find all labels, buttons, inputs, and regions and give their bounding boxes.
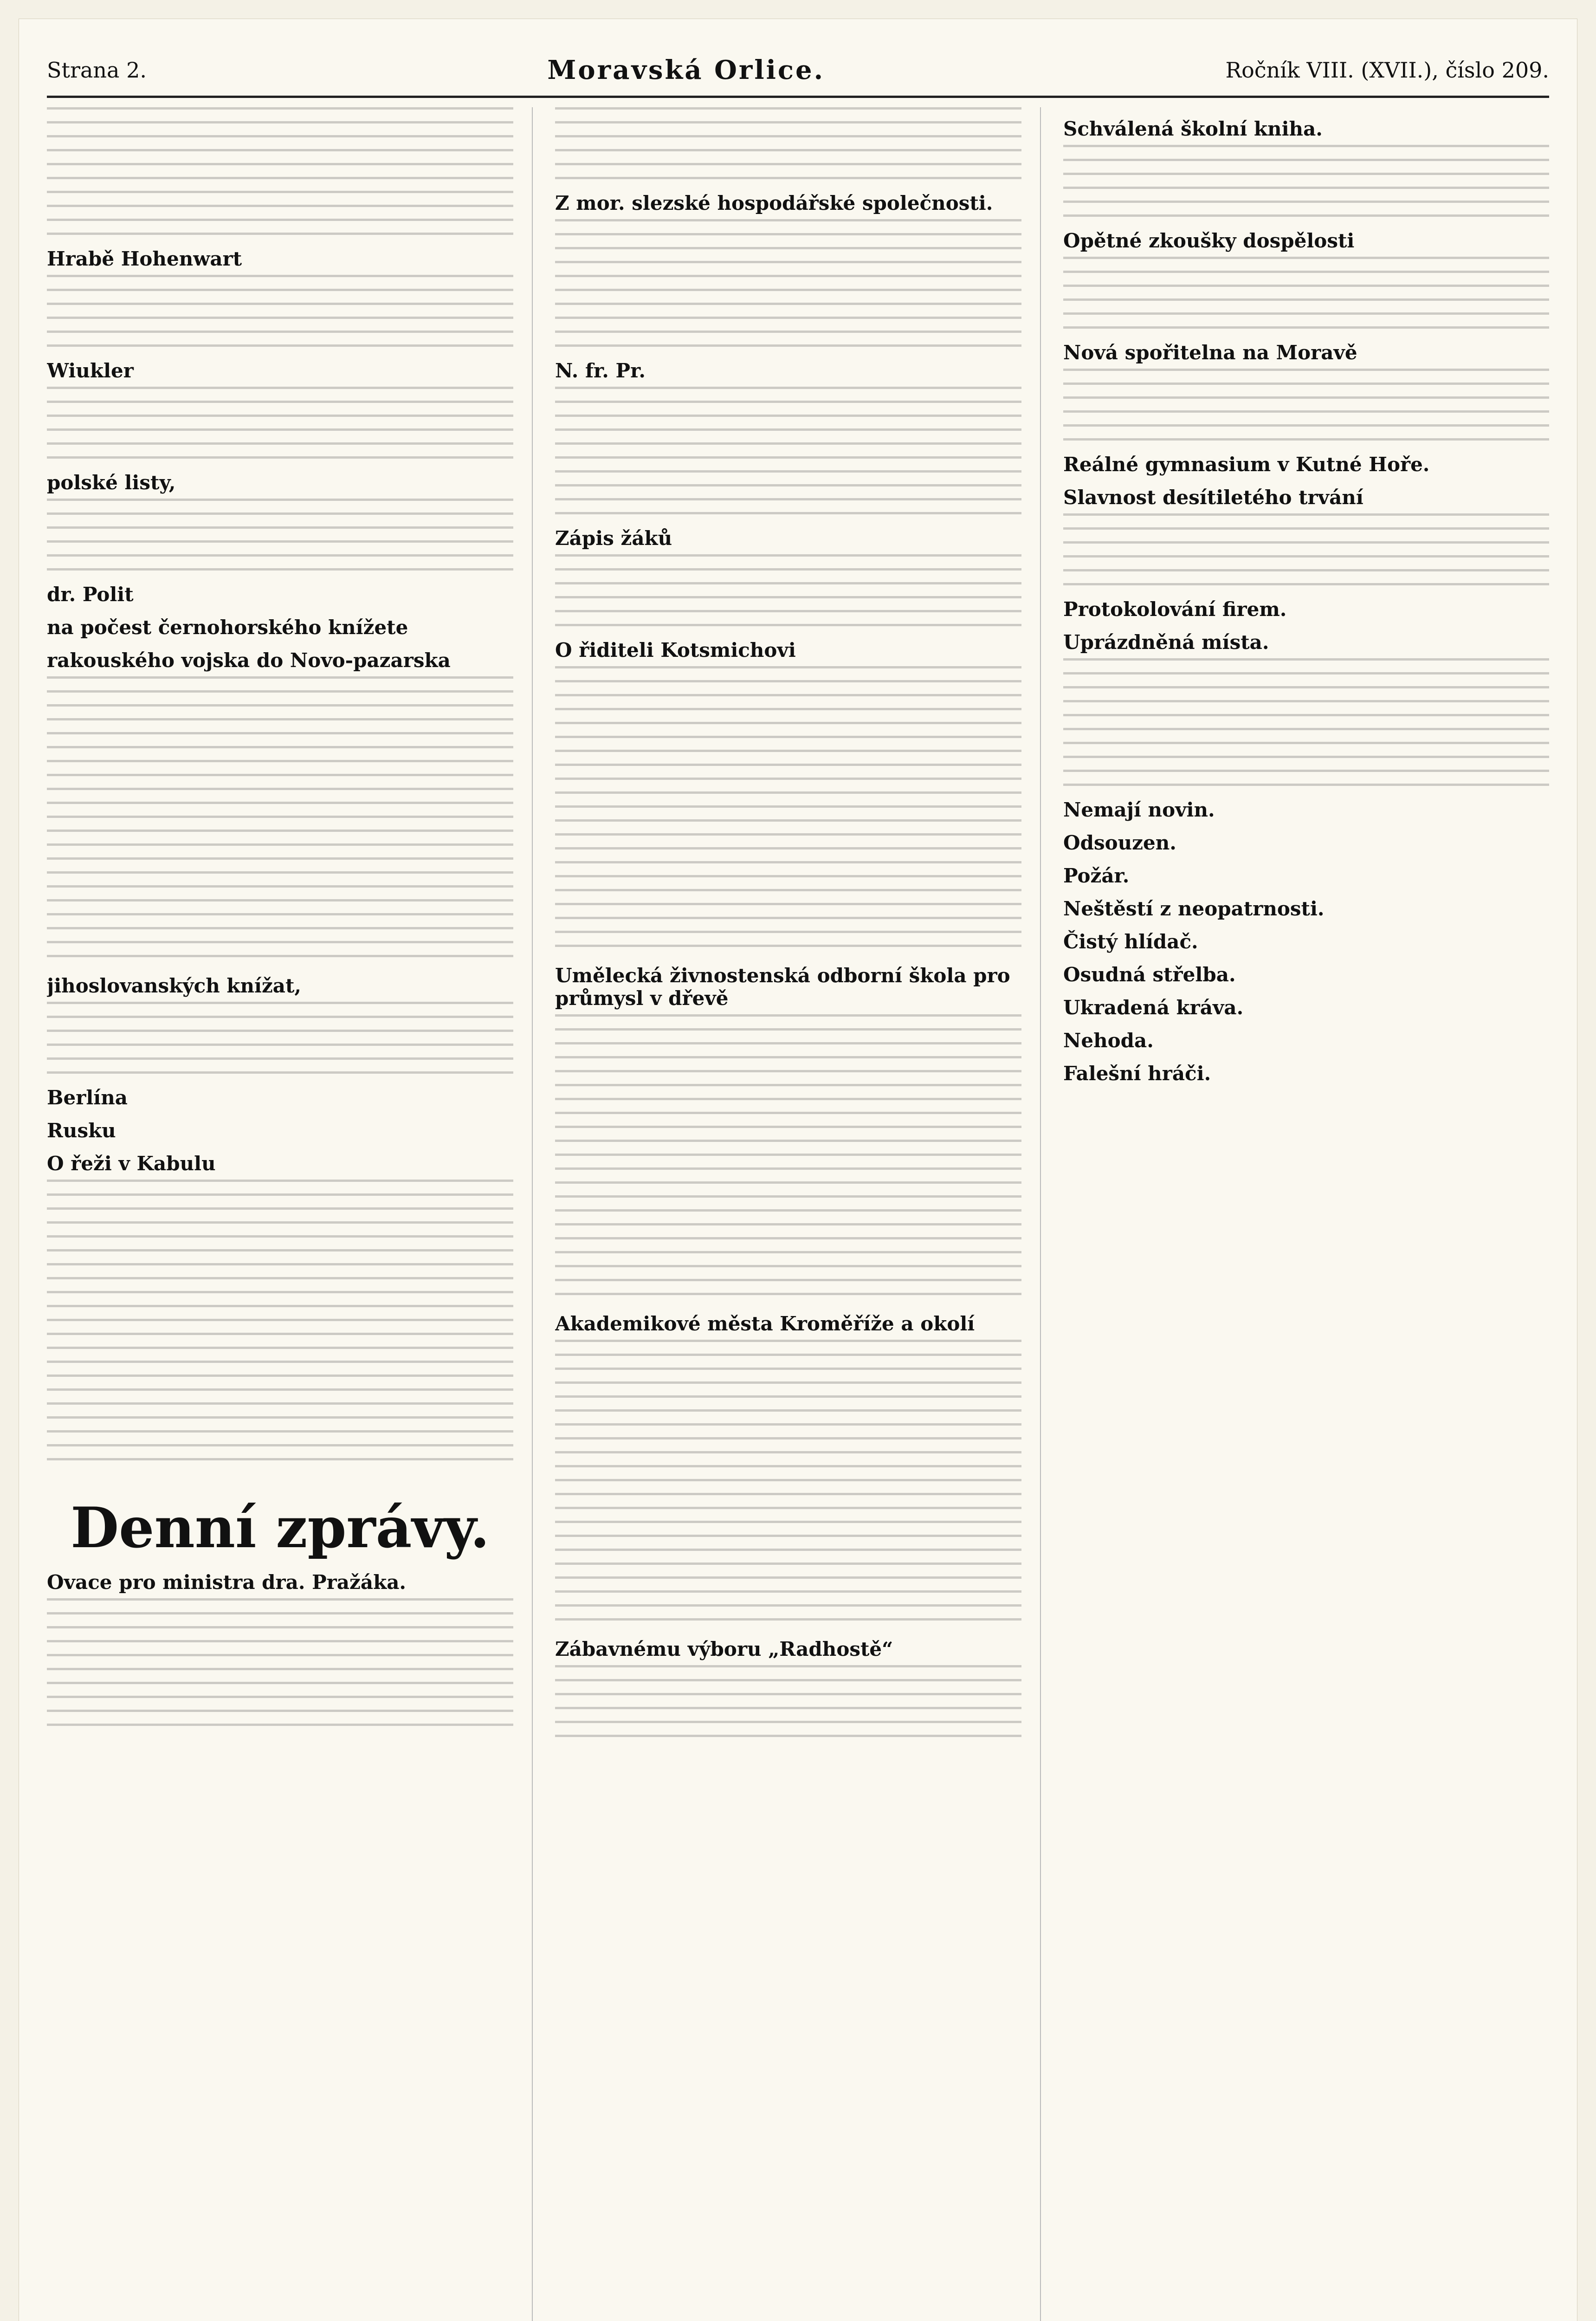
column-1: [47, 107, 533, 2321]
section-heading: Denní zprávy.: [71, 1495, 490, 1561]
article-heading: N. fr. Pr.: [555, 359, 646, 382]
body-text: [555, 107, 1021, 182]
article-heading: Slavnost desítiletého trvání: [1063, 486, 1363, 509]
article-heading: Zápis žáků: [555, 527, 672, 550]
article-heading: Požár.: [1063, 864, 1130, 887]
article-heading: rakouského vojska do Novo-pazarska: [47, 649, 451, 672]
article-heading: Rusku: [47, 1119, 116, 1142]
article-heading: Akademikové města Kroměříže a okolí: [555, 1312, 975, 1335]
masthead-title: Moravská Orlice.: [547, 55, 825, 85]
body-text: [47, 107, 513, 237]
article-heading: dr. Polit: [47, 583, 134, 606]
body-text: [555, 387, 1021, 517]
body-text: [1063, 369, 1549, 443]
body-text: [1063, 513, 1549, 588]
body-text: [47, 275, 513, 349]
article-heading: Falešní hráči.: [1063, 1062, 1211, 1085]
body-text: [555, 1014, 1021, 1302]
article-heading: polské listy,: [47, 471, 176, 494]
body-text: [1063, 257, 1549, 331]
article-heading: Nemají novin.: [1063, 798, 1215, 821]
text-columns: [47, 107, 1549, 2321]
body-text: [1063, 145, 1549, 219]
body-text: [47, 387, 513, 461]
body-text: [555, 219, 1021, 349]
article-heading: Hrabě Hohenwart: [47, 247, 242, 270]
page-header: [47, 45, 1549, 98]
article-heading: Uprázdněná místa.: [1063, 631, 1269, 654]
column-2: [555, 107, 1041, 2321]
article-heading: Z mor. slezské hospodářské společnosti.: [555, 192, 993, 214]
article-heading: Čistý hlídač.: [1063, 930, 1198, 953]
body-text: [555, 1665, 1021, 1739]
body-text: [555, 1340, 1021, 1627]
article-heading: O řeži v Kabulu: [47, 1152, 216, 1175]
article-heading: Neštěstí z neopatrnosti.: [1063, 897, 1325, 920]
body-text: [47, 499, 513, 573]
article-heading: Schválená školní kniha.: [1063, 117, 1323, 140]
article-heading: na počest černohorského knížete: [47, 616, 408, 639]
page-number: Strana 2.: [47, 58, 147, 83]
body-text: [47, 1180, 513, 1467]
newspaper-page: [19, 19, 1577, 2321]
body-text: [555, 666, 1021, 954]
article-heading: Odsouzen.: [1063, 831, 1176, 854]
article-heading: Ovace pro ministra dra. Pražáka.: [47, 1571, 407, 1594]
article-heading: Opětné zkoušky dospělosti: [1063, 229, 1355, 252]
body-text: [555, 554, 1021, 629]
article-heading: Protokolování firem.: [1063, 598, 1287, 621]
article-heading: Zábavnému výboru „Radhostě“: [555, 1638, 893, 1660]
article-heading: Ukradená kráva.: [1063, 996, 1244, 1019]
column-3: [1063, 107, 1549, 2321]
body-text: [1063, 658, 1549, 788]
article-heading: Wiukler: [47, 359, 134, 382]
body-text: [47, 1598, 513, 1728]
article-heading: Berlína: [47, 1086, 128, 1109]
volume-info: Ročník VIII. (XVII.), číslo 209.: [1225, 58, 1549, 83]
article-heading: O řiditeli Kotsmichovi: [555, 639, 796, 661]
body-text: [47, 676, 513, 964]
article-heading: Osudná střelba.: [1063, 963, 1236, 986]
article-heading: jihoslovanských knížat,: [47, 974, 302, 997]
article-heading: Nehoda.: [1063, 1029, 1154, 1052]
article-heading: Nová spořitelna na Moravě: [1063, 341, 1357, 364]
article-heading: Umělecká živnostenská odborní škola pro průmysl v dřevě: [555, 964, 1010, 1010]
body-text: [47, 1002, 513, 1076]
article-heading: Reálné gymnasium v Kutné Hoře.: [1063, 453, 1430, 476]
